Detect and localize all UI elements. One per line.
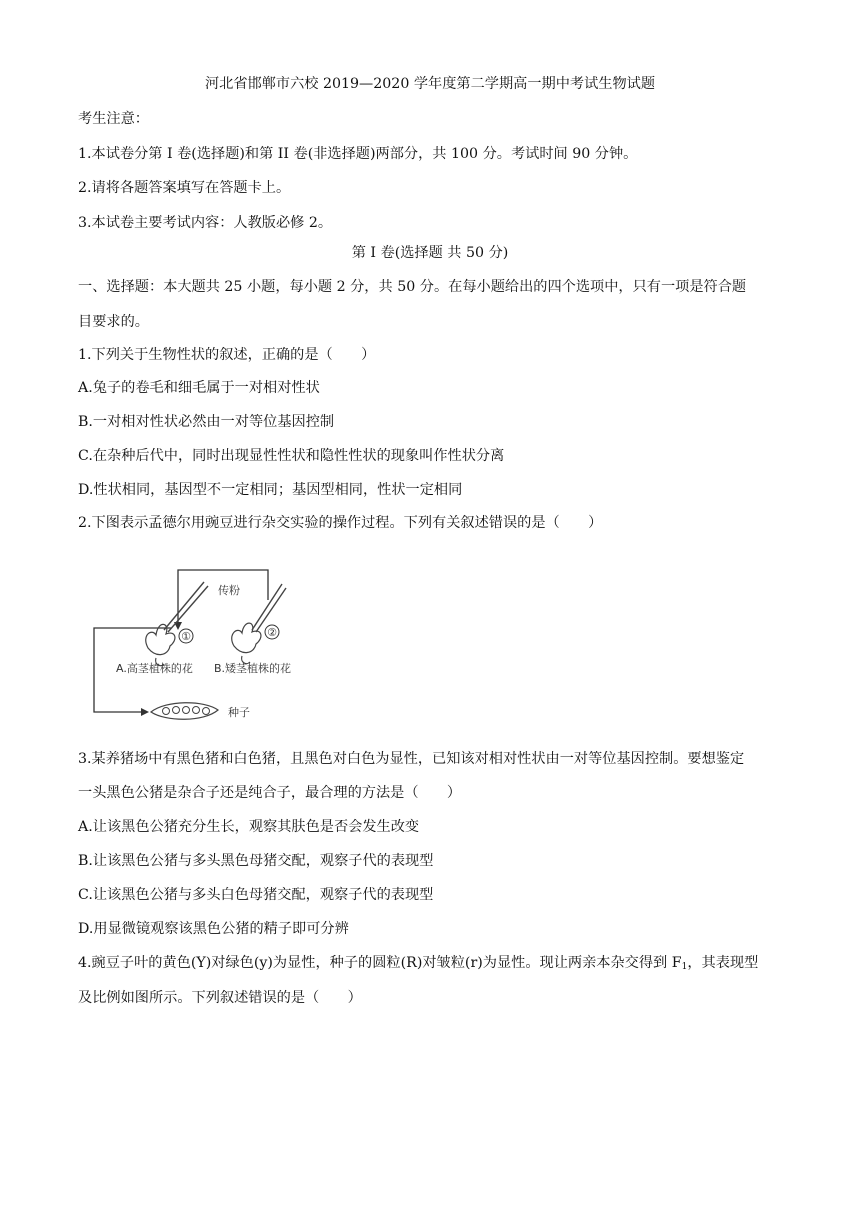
q3-stem: 一头黑色公猪是杂合子还是纯合子，最合理的方法是（ ） [78, 785, 462, 801]
q4-stem-part: 4.豌豆子叶的黄色(Y)对绿色(y)为显性，种子的圆粒(R)对皱粒(r)为显性。现让两亲本杂交得到 F [78, 955, 682, 971]
q4-subscript: 1 [681, 962, 688, 972]
q4-stem: 及比例如图所示。下列叙述错误的是（ ） [78, 990, 362, 1006]
q4-stem-part: ，其表现型 [687, 955, 759, 971]
q3-option-b: B.让该黑色公猪与多头黑色母猪交配，观察子代的表现型 [78, 853, 434, 869]
q3-option-a: A.让该黑色公猪充分生长，观察其肤色是否会发生改变 [78, 819, 420, 835]
q2-stem: 2.下图表示孟德尔用豌豆进行杂交实验的操作过程。下列有关叙述错误的是（ ） [78, 515, 603, 531]
marker-1: ① [181, 630, 191, 643]
part1-heading: 第 I 卷(选择题 共 50 分) [351, 245, 509, 261]
q4-stem [78, 953, 758, 977]
section-intro: 目要求的。 [78, 314, 149, 330]
q3-option-c: C.让该黑色公猪与多头白色母猪交配，观察子代的表现型 [78, 887, 434, 903]
q1-option-d: D.性状相同，基因型不一定相同；基因型相同，性状一定相同 [78, 482, 463, 498]
q3-stem: 3.某养猪场中有黑色猪和白色猪，且黑色对白色为显性，已知该对相对性状由一对等位基因控制。要想鉴定 [78, 751, 745, 767]
q3-option-d: D.用显微镜观察该黑色公猪的精子即可分辨 [78, 921, 349, 937]
q1-option-b: B.一对相对性状必然由一对等位基因控制 [78, 414, 335, 430]
pea-pod-drawing [151, 703, 218, 720]
exam-title: 河北省邯郸市六校 2019—2020 学年度第二学期高一期中考试生物试题 [204, 76, 656, 92]
notice-item: 1.本试卷分第 I 卷(选择题)和第 II 卷(非选择题)两部分，共 100 分。考试时间 90 分钟。 [78, 146, 638, 162]
notice-heading: 考生注意： [78, 111, 149, 127]
marker-2: ② [267, 626, 277, 639]
notice-item: 2.请将各题答案填写在答题卡上。 [78, 180, 291, 196]
q1-stem: 1.下列关于生物性状的叙述，正确的是（ ） [78, 347, 376, 363]
pollination-label: 传粉 [218, 584, 240, 597]
q1-option-c: C.在杂种后代中，同时出现显性性状和隐性性状的现象叫作性状分离 [78, 448, 505, 464]
pea-hybridization-figure [86, 560, 316, 730]
flower-b-label: B.矮茎植株的花 [214, 662, 292, 675]
q1-option-a: A.兔子的卷毛和细毛属于一对相对性状 [78, 380, 320, 396]
notice-item: 3.本试卷主要考试内容：人教版必修 2。 [78, 215, 333, 231]
arrowhead [141, 708, 149, 716]
section-intro: 一、选择题：本大题共 25 小题，每小题 2 分，共 50 分。在每小题给出的四个选项中，只有一项是符合题 [78, 279, 747, 295]
seeds-label: 种子 [228, 706, 250, 719]
flower-a-label: A.高茎植株的花 [116, 662, 193, 675]
